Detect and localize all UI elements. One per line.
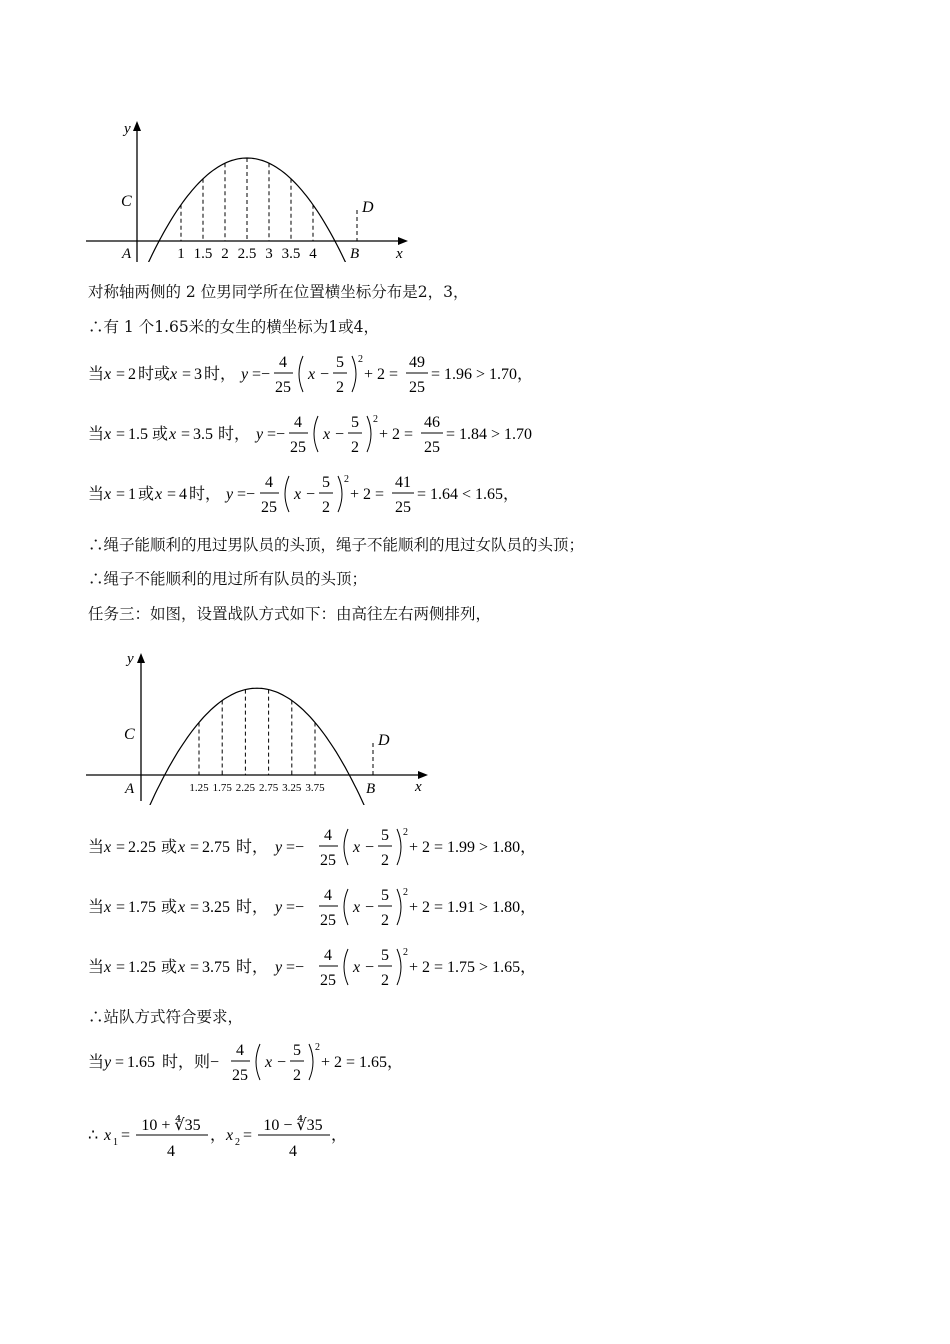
eq-x2: x [226, 1127, 234, 1144]
eq-eq: = [116, 486, 126, 503]
frac1-den: 25 [320, 852, 336, 869]
eq-x1: x [104, 1127, 112, 1144]
tick-label: 3.5 [281, 246, 301, 262]
eq-y: y [241, 366, 249, 383]
sup2: 2 [315, 1042, 320, 1053]
frac1-num: 4 [279, 354, 287, 371]
eq-x2: x [178, 899, 186, 916]
point-b-label: B [366, 781, 376, 797]
res-den: 25 [424, 439, 440, 456]
eq-or: 时或 [138, 366, 171, 383]
eq-rhs-lead: =− [286, 959, 305, 976]
equation-6 [88, 945, 608, 989]
eq-or: 或 [152, 426, 169, 443]
eq-eq: = [116, 899, 126, 916]
point-d-label: D [362, 199, 374, 216]
eq-tail: + 2 = 1.75 > 1.65， [409, 959, 537, 976]
eq-prefix: 当 [88, 959, 105, 976]
frac-d1: 4 [167, 1143, 175, 1160]
frac1-den: 25 [232, 1067, 248, 1084]
frac1-num: 4 [294, 414, 302, 431]
eq-suffix: 时，则− [162, 1054, 220, 1071]
equation-7-render [88, 1040, 508, 1084]
frac2-den: 2 [351, 439, 359, 456]
eq-x: x [104, 366, 112, 383]
y-axis-arrow [137, 653, 145, 663]
equation-5-render [88, 885, 608, 929]
point-d-label: D [378, 732, 390, 749]
sup2: 2 [403, 947, 408, 958]
frac2-den: 2 [381, 912, 389, 929]
equation-1 [88, 352, 588, 396]
frac-n2: 10 − ∜35 [263, 1117, 323, 1134]
minus: − [306, 486, 316, 503]
eq-rhs-lead: =− [286, 899, 305, 916]
eq-a: 1.75 [128, 899, 156, 916]
eq-or: 或 [138, 486, 155, 503]
eq-eq: = [121, 1127, 131, 1144]
eq-a: 1 [128, 486, 136, 503]
parabola-curve [141, 688, 376, 805]
frac2-den: 2 [381, 852, 389, 869]
res-num: 46 [424, 414, 440, 431]
frac1-num: 4 [324, 947, 332, 964]
sup2: 2 [403, 887, 408, 898]
point-a-label: A [122, 246, 132, 262]
eq-x: x [104, 426, 112, 443]
minus: − [365, 899, 375, 916]
eq-b: 3 [194, 366, 202, 383]
eq-eq2: = [190, 839, 200, 856]
eq-x: x [104, 959, 112, 976]
equation-3 [88, 472, 588, 516]
minus: − [277, 1054, 287, 1071]
eq-y: y [104, 1054, 112, 1071]
eq-rhs-lead: =− [286, 839, 305, 856]
frac1-den: 25 [320, 912, 336, 929]
sup2: 2 [344, 474, 349, 485]
res-num: 41 [395, 474, 411, 491]
tick-label: 1.5 [193, 246, 213, 262]
eq-x2: x [155, 486, 163, 503]
eq-x3: x [308, 366, 316, 383]
eq-y: y [275, 899, 283, 916]
eq-y: y [256, 426, 264, 443]
eq-tail: + 2 = 1.99 > 1.80， [409, 839, 537, 856]
eq-rhs-lead: =− [267, 426, 286, 443]
eq-eq: = [116, 959, 126, 976]
plus2: + 2 = [379, 426, 414, 443]
eq-tail: + 2 = 1.91 > 1.80， [409, 899, 537, 916]
eq-x3: x [323, 426, 331, 443]
frac2-num: 5 [381, 827, 389, 844]
eq-prefix: 当 [88, 899, 105, 916]
eq-prefix: 当 [88, 426, 105, 443]
frac2-den: 2 [322, 499, 330, 516]
tick-label: 1.25 [189, 782, 209, 794]
sup2: 2 [403, 827, 408, 838]
frac-n1: 10 + ∜35 [141, 1117, 201, 1134]
eq-or: 或 [161, 899, 178, 916]
eq-eq: = [116, 839, 126, 856]
eq-tail: = 1.64 < 1.65， [417, 486, 520, 503]
eq-b: 4 [179, 486, 187, 503]
eq-suffix: 时， [236, 959, 269, 976]
eq-eq: = [116, 426, 126, 443]
eq-x: x [104, 899, 112, 916]
eq-or: 或 [161, 959, 178, 976]
eq-a: 1.5 [128, 426, 148, 443]
eq-b: 3.5 [193, 426, 213, 443]
y-axis-arrow [133, 121, 141, 131]
eq-tail: + 2 = 1.65， [321, 1054, 404, 1071]
frac2-den: 2 [336, 379, 344, 396]
frac1-num: 4 [236, 1042, 244, 1059]
eq-x3: x [353, 959, 361, 976]
equation-2-render [88, 412, 588, 456]
eq-x: x [104, 486, 112, 503]
equation-6-render [88, 945, 608, 989]
eq-x2: x [178, 839, 186, 856]
tick-label: 2.25 [235, 782, 256, 794]
frac1-num: 4 [265, 474, 273, 491]
tick-label: 3 [265, 246, 273, 262]
frac1-num: 4 [324, 887, 332, 904]
text-line-5: 任务三：如图，设置战队方式如下：由高往左右两侧排列， [88, 605, 492, 623]
equation-4 [88, 825, 608, 869]
eq-b: 3.25 [202, 899, 230, 916]
equation-8-render [88, 1112, 408, 1162]
tick-label: 3.75 [305, 782, 325, 794]
equation-4-render [88, 825, 608, 869]
res-num: 49 [409, 354, 425, 371]
eq-eq2: = [190, 899, 200, 916]
eq-x3: x [353, 899, 361, 916]
x-label: x [396, 246, 403, 262]
tick-label: 1.75 [212, 782, 232, 794]
eq-y: y [275, 839, 283, 856]
frac2-num: 5 [381, 887, 389, 904]
equation-5 [88, 885, 608, 929]
eq-x: x [104, 839, 112, 856]
point-a-label: A [125, 781, 135, 797]
text-line-1: 对称轴两侧的 2 位男同学所在位置横坐标分布是2，3， [88, 283, 469, 301]
x-label: x [415, 779, 422, 795]
eq-y: y [275, 959, 283, 976]
frac2-num: 5 [336, 354, 344, 371]
y-label: y [127, 651, 134, 667]
parabola-figure-1 [80, 112, 420, 262]
dashed-lines [181, 158, 313, 241]
point-b-label: B [350, 246, 360, 262]
eq-suffix: 时， [236, 899, 269, 916]
eq-sub2: 2 [235, 1137, 240, 1148]
plus2: + 2 = [350, 486, 385, 503]
tick-label: 3.25 [282, 782, 302, 794]
eq-tail: = 1.84 > 1.70 [446, 426, 533, 443]
eq-suffix: 时， [236, 839, 269, 856]
frac2-num: 5 [381, 947, 389, 964]
tick-label: 1 [177, 246, 185, 262]
sup2: 2 [373, 414, 378, 425]
eq-tail: ， [331, 1127, 348, 1144]
sup2: 2 [358, 354, 363, 365]
tick-label: 2.75 [258, 782, 279, 794]
eq-x2: x [169, 426, 177, 443]
eq-a: 2 [128, 366, 136, 383]
equation-1-render [88, 352, 588, 396]
text-line-6: ∴站队方式符合要求， [88, 1008, 244, 1026]
frac2-num: 5 [322, 474, 330, 491]
eq-y: y [226, 486, 234, 503]
point-c-label: C [124, 726, 135, 743]
minus: − [335, 426, 345, 443]
minus: − [365, 959, 375, 976]
eq-suffix: 时， [218, 426, 251, 443]
frac1-den: 25 [261, 499, 277, 516]
plus2: + 2 = [364, 366, 399, 383]
eq-eq2: = [190, 959, 200, 976]
eq-suffix: 时， [204, 366, 237, 383]
minus: − [365, 839, 375, 856]
eq-eq: = [115, 1054, 125, 1071]
eq-prefix: 当 [88, 486, 105, 503]
eq-lead: ∴ [88, 1127, 99, 1144]
dashed-lines [199, 690, 315, 775]
eq-eq2: = [167, 486, 177, 503]
eq-x2: x [170, 366, 178, 383]
eq-a: 1.25 [128, 959, 156, 976]
frac2-num: 5 [293, 1042, 301, 1059]
eq-tail: = 1.96 > 1.70， [431, 366, 534, 383]
equation-7 [88, 1040, 508, 1084]
equation-8 [88, 1112, 408, 1162]
eq-val: 1.65 [127, 1054, 155, 1071]
eq-prefix: 当 [88, 366, 105, 383]
eq-eq2: = [243, 1127, 253, 1144]
eq-or: 或 [161, 839, 178, 856]
parabola-figure-2 [80, 645, 440, 805]
eq-b: 3.75 [202, 959, 230, 976]
frac-d2: 4 [289, 1143, 297, 1160]
text-line-2: ∴有 1 个1.65米的女生的横坐标为1或4， [88, 318, 379, 336]
eq-eq: = [116, 366, 126, 383]
equation-3-render [88, 472, 588, 516]
eq-a: 2.25 [128, 839, 156, 856]
frac2-den: 2 [293, 1067, 301, 1084]
tick-label: 2.5 [237, 246, 257, 262]
eq-prefix: 当 [88, 1054, 105, 1071]
tick-label: 2 [221, 246, 229, 262]
frac1-den: 25 [290, 439, 306, 456]
eq-rhs-lead: =− [252, 366, 271, 383]
eq-eq2: = [181, 426, 191, 443]
eq-suffix: 时， [189, 486, 222, 503]
text-line-4: ∴绳子不能顺利的甩过所有队员的头顶； [88, 570, 368, 588]
eq-sep: ， [210, 1127, 227, 1144]
point-c-label: C [121, 193, 132, 210]
frac2-num: 5 [351, 414, 359, 431]
text-line-3: ∴绳子能顺利的甩过男队员的头顶，绳子不能顺利的甩过女队员的头顶； [88, 536, 585, 554]
frac1-den: 25 [275, 379, 291, 396]
eq-x3: x [294, 486, 302, 503]
x-axis-arrow [398, 237, 408, 245]
frac2-den: 2 [381, 972, 389, 989]
eq-rhs-lead: =− [237, 486, 256, 503]
frac1-den: 25 [320, 972, 336, 989]
tick-label: 4 [309, 246, 317, 262]
res-den: 25 [395, 499, 411, 516]
eq-eq2: = [182, 366, 192, 383]
eq-x2: x [178, 959, 186, 976]
minus: − [320, 366, 330, 383]
eq-b: 2.75 [202, 839, 230, 856]
res-den: 25 [409, 379, 425, 396]
eq-x3: x [353, 839, 361, 856]
eq-x: x [265, 1054, 273, 1071]
x-axis-arrow [418, 771, 428, 779]
y-label: y [124, 121, 131, 137]
equation-2 [88, 412, 588, 456]
eq-prefix: 当 [88, 839, 105, 856]
eq-sub1: 1 [113, 1137, 118, 1148]
frac1-num: 4 [324, 827, 332, 844]
